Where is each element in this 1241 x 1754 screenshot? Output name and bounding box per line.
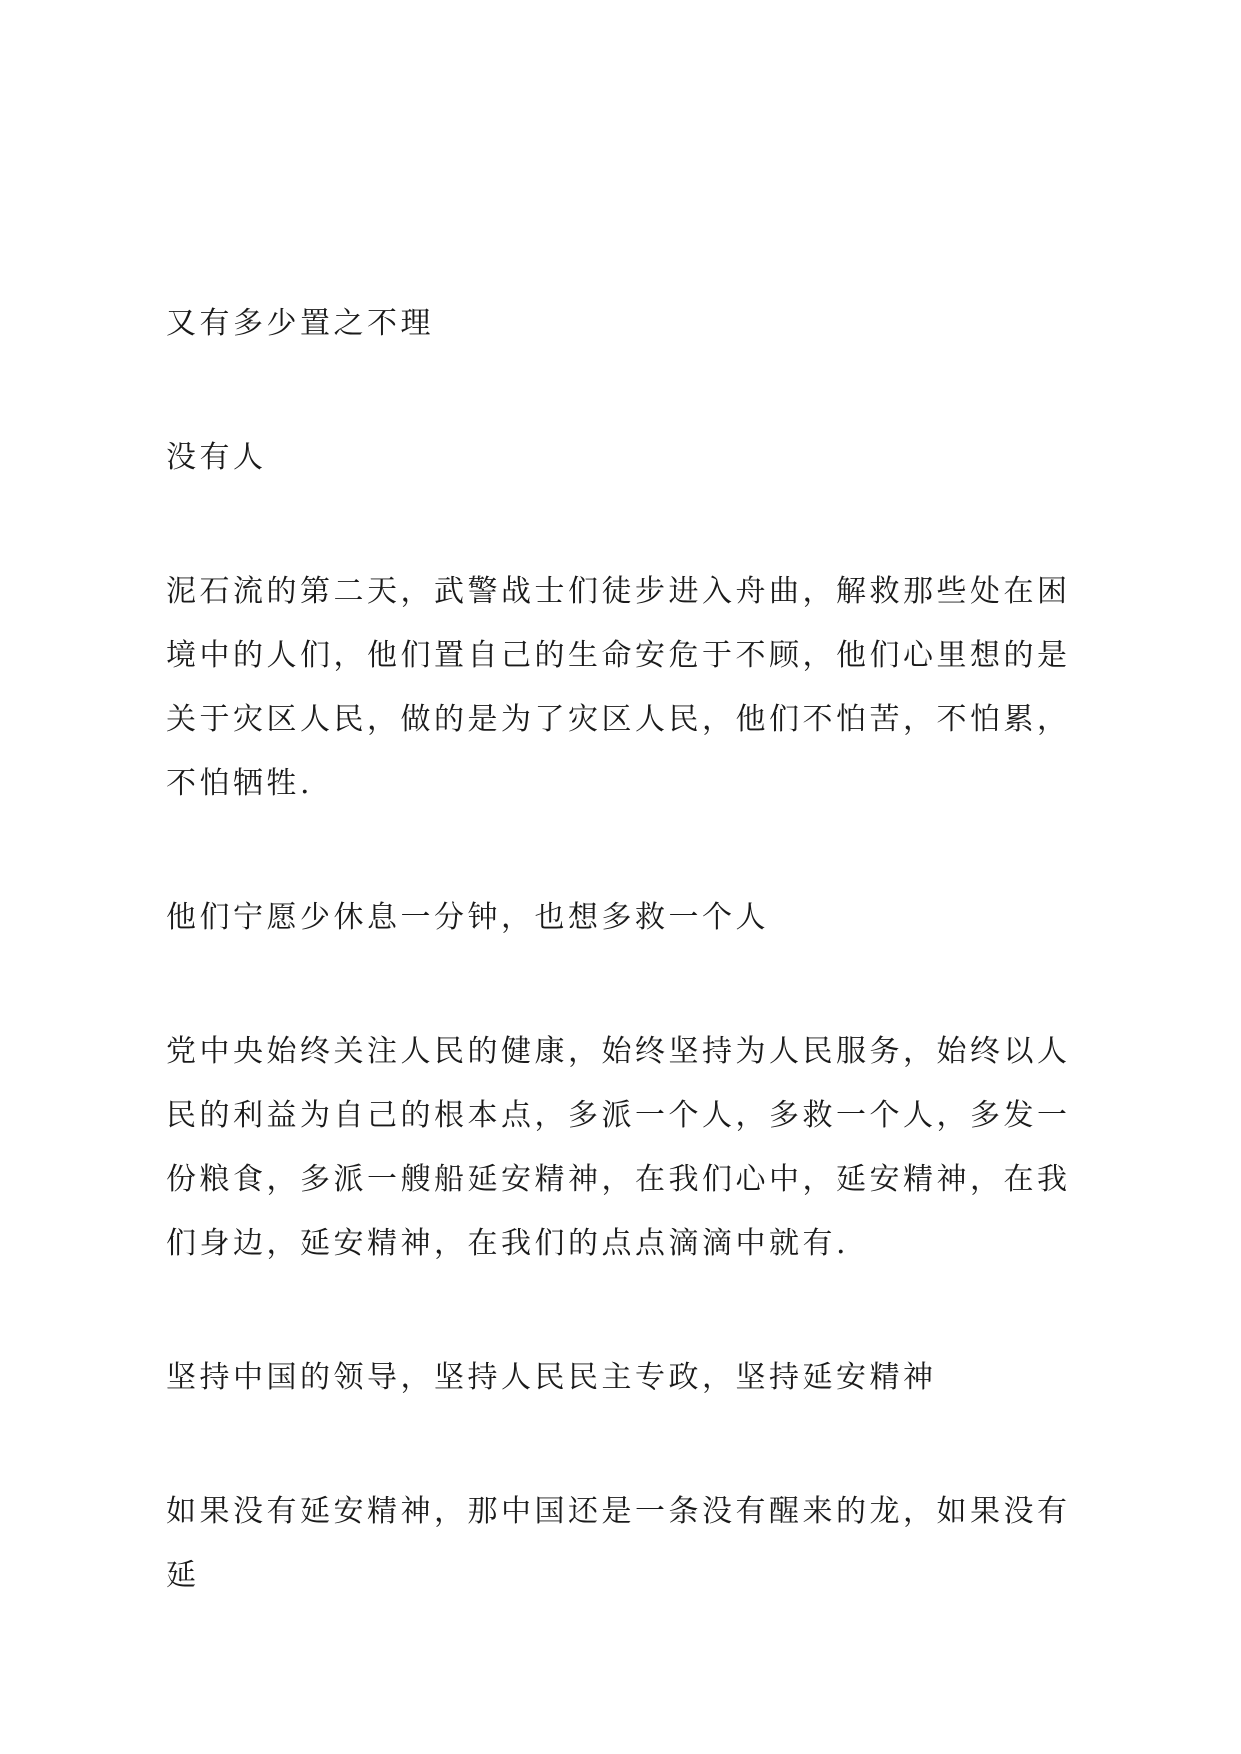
- paragraph: 又有多少置之不理: [166, 306, 434, 341]
- paragraph: 他们宁愿少休息一分钟，也想多救一个人: [166, 900, 769, 935]
- document-body: [166, 292, 1096, 1678]
- paragraph: 党中央始终关注人民的健康，始终坚持为人民服务，始终以人民的利益为自己的根本点，多派一个人，多救一个人，多发一份粮食，多派一艘船延安精神，在我们心中，延安精神，在我们身边，延安精神，在我们的点点滴滴中就有.: [166, 1034, 1071, 1261]
- paragraph: 坚持中国的领导，坚持人民民主专政，坚持延安精神: [166, 1360, 937, 1395]
- paragraph: 没有人: [166, 440, 267, 475]
- paragraph: 泥石流的第二天，武警战士们徒步进入舟曲，解救那些处在困境中的人们，他们置自己的生命安危于不顾，他们心里想的是关于灾区人民，做的是为了灾区人民，他们不怕苦，不怕累，不怕牺牲.: [166, 574, 1071, 801]
- paragraph: 如果没有延安精神，那中国还是一条没有醒来的龙，如果没有延: [166, 1494, 1071, 1593]
